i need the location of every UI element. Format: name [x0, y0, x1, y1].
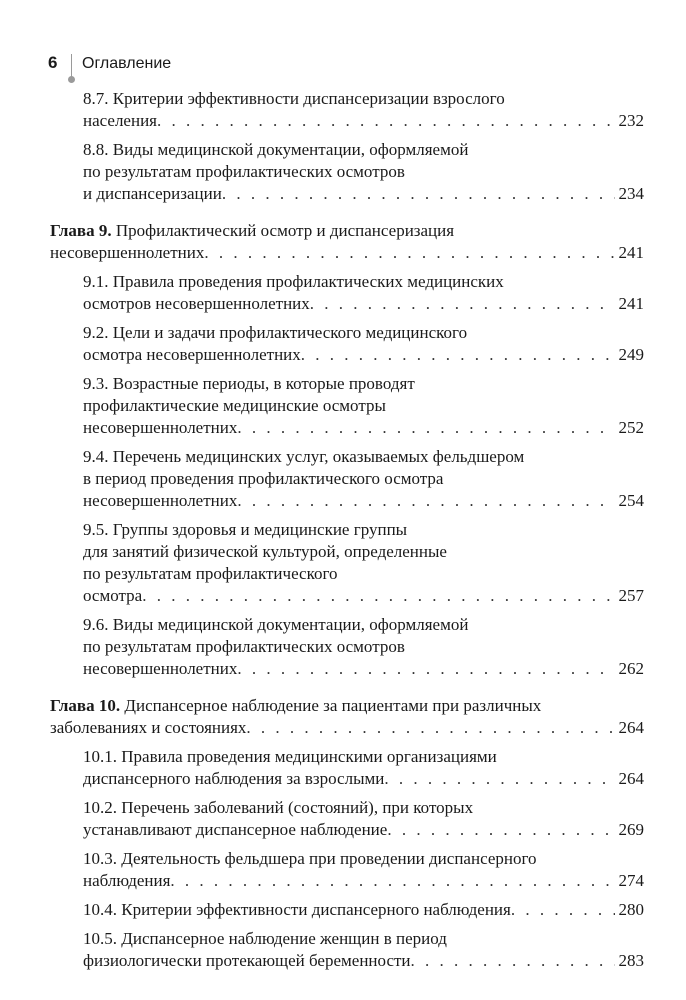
- toc-entry-title: профилактические медицинские осмотры: [83, 396, 386, 415]
- toc-entry-title: 9.1. Правила проведения профилактических медицинских: [83, 272, 504, 291]
- toc-entry-9-2[interactable]: [50, 322, 644, 366]
- dot-leader: [222, 183, 615, 205]
- toc-entry-title: в период проведения профилактического осмотра: [83, 469, 444, 488]
- toc-entry-10-2[interactable]: [50, 797, 644, 841]
- chapter-title: Диспансерное наблюдение за пациентами при различных: [124, 696, 542, 715]
- chapter-label: Глава 10.: [50, 696, 121, 715]
- dot-leader: [310, 293, 615, 315]
- toc-entry-title-end: физиологически протекающей беременности: [83, 951, 411, 970]
- toc-entry-8-8[interactable]: [50, 139, 644, 205]
- dot-leader: [157, 110, 615, 132]
- toc-entry-title: 10.3. Деятельность фельдшера при проведении диспансерного: [83, 849, 537, 868]
- chapter-label: Глава 9.: [50, 221, 112, 240]
- toc-entry-title-end: диспансерного наблюдения за взрослыми: [83, 769, 385, 788]
- toc-entry-10-5[interactable]: [50, 928, 644, 972]
- toc-entry-title: по результатам профилактических осмотров: [83, 162, 405, 181]
- dot-leader: [204, 242, 614, 264]
- toc-page-number: 254: [618, 491, 644, 510]
- table-of-contents: [50, 88, 644, 972]
- toc-entry-title: 9.2. Цели и задачи профилактического медицинского: [83, 323, 468, 342]
- dot-leader: [511, 899, 615, 921]
- toc-chapter-10[interactable]: [50, 695, 644, 739]
- toc-entry-title-end: осмотров несовершеннолетних: [83, 294, 310, 313]
- dot-leader: [246, 717, 614, 739]
- toc-entry-title-end: заболеваниях и состояниях: [50, 718, 247, 737]
- toc-page-number: 241: [618, 243, 644, 262]
- toc-entry-9-5[interactable]: [50, 519, 644, 607]
- toc-entry-title-end: 10.4. Критерии эффективности диспансерного наблюдения: [83, 900, 511, 919]
- dot-leader: [411, 950, 615, 972]
- toc-entry-title-end: несовершеннолетних: [83, 491, 238, 510]
- page-number: 6: [48, 53, 58, 72]
- toc-entry-9-3[interactable]: [50, 373, 644, 439]
- toc-page-number: 280: [618, 900, 644, 919]
- toc-entry-title-end: наблюдения: [83, 871, 171, 890]
- toc-entry-10-4[interactable]: [50, 899, 644, 921]
- dot-leader: [237, 658, 614, 680]
- toc-entry-title: для занятий физической культурой, определенные: [83, 542, 447, 561]
- toc-page-number: 249: [618, 345, 644, 364]
- toc-entry-title-end: и диспансеризации: [83, 184, 222, 203]
- dot-leader: [301, 344, 615, 366]
- toc-entry-title: 9.4. Перечень медицинских услуг, оказываемых фельдшером: [83, 447, 525, 466]
- toc-entry-title-end: населения: [83, 111, 157, 130]
- toc-page-number: 269: [618, 820, 644, 839]
- toc-entry-title-end: устанавливают диспансерное наблюдение: [83, 820, 388, 839]
- toc-entry-title: 9.3. Возрастные периоды, в которые проводят: [83, 374, 415, 393]
- running-title: Оглавление: [82, 55, 172, 72]
- toc-chapter-9[interactable]: [50, 220, 644, 264]
- toc-page-number: 234: [618, 184, 644, 203]
- toc-entry-title: 10.5. Диспансерное наблюдение женщин в период: [83, 929, 447, 948]
- dot-leader: [237, 417, 614, 439]
- header-rule-dot: [68, 76, 75, 83]
- toc-page-number: 241: [618, 294, 644, 313]
- toc-entry-title: 10.1. Правила проведения медицинскими организациями: [83, 747, 497, 766]
- toc-page-number: 262: [618, 659, 644, 678]
- dot-leader: [384, 768, 614, 790]
- toc-page-number: 257: [618, 586, 644, 605]
- toc-entry-8-7[interactable]: [50, 88, 644, 132]
- toc-page-number: 264: [618, 718, 644, 737]
- toc-entry-title-end: несовершеннолетних: [50, 243, 205, 262]
- toc-entry-title-end: несовершеннолетних: [83, 418, 238, 437]
- toc-entry-10-1[interactable]: [50, 746, 644, 790]
- toc-entry-title: по результатам профилактических осмотров: [83, 637, 405, 656]
- toc-entry-9-4[interactable]: [50, 446, 644, 512]
- toc-entry-title: по результатам профилактического: [83, 564, 338, 583]
- dot-leader: [170, 870, 614, 892]
- toc-page-number: 232: [618, 111, 644, 130]
- toc-page-number: 283: [618, 951, 644, 970]
- toc-page-number: 264: [618, 769, 644, 788]
- dot-leader: [142, 585, 614, 607]
- toc-page-number: 252: [618, 418, 644, 437]
- dot-leader: [237, 490, 614, 512]
- toc-page-number: 274: [618, 871, 644, 890]
- toc-entry-10-3[interactable]: [50, 848, 644, 892]
- toc-entry-title: 9.6. Виды медицинской документации, оформляемой: [83, 615, 469, 634]
- toc-entry-title: 8.7. Критерии эффективности диспансеризации взрослого: [83, 89, 505, 108]
- toc-entry-9-1[interactable]: [50, 271, 644, 315]
- toc-entry-title: 9.5. Группы здоровья и медицинские группы: [83, 520, 408, 539]
- dot-leader: [387, 819, 614, 841]
- toc-entry-title-end: осмотра несовершеннолетних: [83, 345, 301, 364]
- toc-entry-9-6[interactable]: [50, 614, 644, 680]
- toc-entry-title: 10.2. Перечень заболеваний (состояний), при которых: [83, 798, 474, 817]
- toc-entry-title-end: осмотра: [83, 586, 143, 605]
- toc-entry-title-end: несовершеннолетних: [83, 659, 238, 678]
- chapter-title: Профилактический осмотр и диспансеризация: [115, 221, 455, 240]
- toc-entry-title: 8.8. Виды медицинской документации, оформляемой: [83, 140, 469, 159]
